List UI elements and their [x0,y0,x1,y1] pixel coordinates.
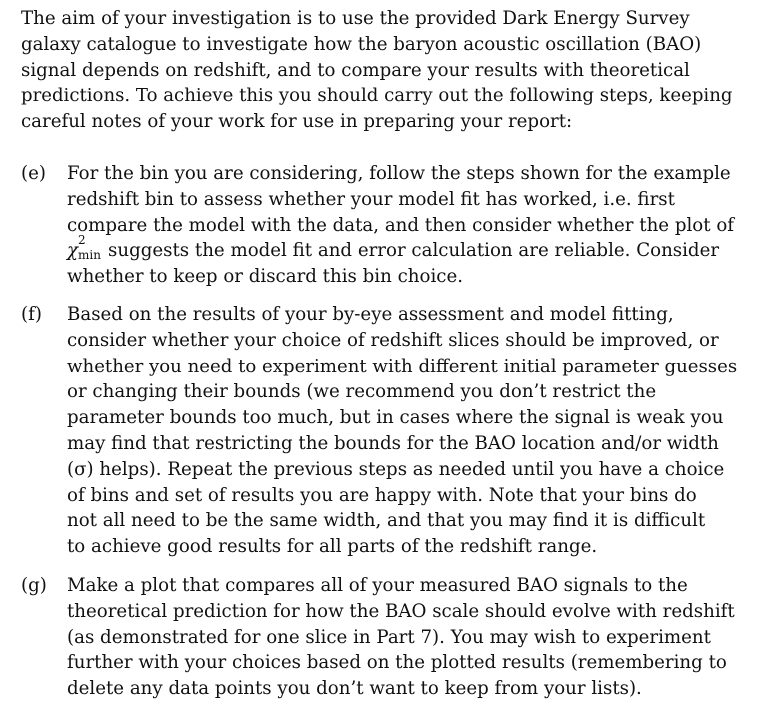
item-line: compare the model with the data, and then consider whether the plot of [67,214,735,236]
item-label-f: (f) [21,304,42,325]
item-line: whether you need to experiment with different initial parameter guesses [67,355,738,377]
intro-line: predictions. To achieve this you should carry out the following steps, keeping [21,85,733,107]
chi-scripts [78,233,108,263]
intro-line: careful notes of your work for use in preparing your report: [21,111,573,133]
item-line-after-math: suggests the model fit and error calculation are reliable. Consider [108,240,720,262]
chi-subscript: min [78,248,101,263]
item-line: not all need to be the same width, and that you may find it is difficult [67,510,706,532]
item-line: Based on the results of your by-eye assessment and model fitting, [67,304,674,325]
item-line: consider whether your choice of redshift slices should be improved, or [67,329,719,351]
item-line: For the bin you are considering, follow the steps shown for the example [67,163,731,184]
item-line: (σ) helps). Repeat the previous steps as needed until you have a choice [67,458,725,480]
item-line: to achieve good results for all parts of the redshift range. [67,536,598,558]
item-line: parameter bounds too much, but in cases where the signal is weak you [67,407,724,429]
intro-line: galaxy catalogue to investigate how the baryon acoustic oscillation (BAO) [21,33,702,55]
chi-symbol: χ [67,240,79,262]
item-label-g: (g) [21,575,47,596]
item-line: (as demonstrated for one slice in Part 7). You may wish to experiment [67,626,711,648]
item-line: theoretical prediction for how the BAO scale should evolve with redshift [67,600,735,622]
item-math-line [67,233,737,264]
intro-paragraph [21,6,733,135]
item-line: redshift bin to assess whether your model fit has worked, i.e. first [67,188,675,210]
chi-superscript: 2 [78,233,86,248]
intro-line: The aim of your investigation is to use the provided Dark Energy Survey [21,8,690,29]
item-line: or changing their bounds (we recommend you don’t restrict the [67,381,657,403]
item-label-e: (e) [21,163,46,184]
intro-line: signal depends on redshift, and to compare your results with theoretical [21,59,690,81]
item-body-g [67,573,737,702]
item-line: delete any data points you don’t want to keep from your lists). [67,678,642,700]
item-line: further with your choices based on the plotted results (remembering to [67,652,727,674]
item-body-f [67,302,737,560]
item-line: of bins and set of results you are happy with. Note that your bins do [67,484,697,506]
item-body-e [67,161,737,290]
item-line: may find that restricting the bounds for the BAO location and/or width [67,432,719,454]
item-line: whether to keep or discard this bin choice. [67,266,463,288]
item-line: Make a plot that compares all of your measured BAO signals to the [67,575,688,596]
